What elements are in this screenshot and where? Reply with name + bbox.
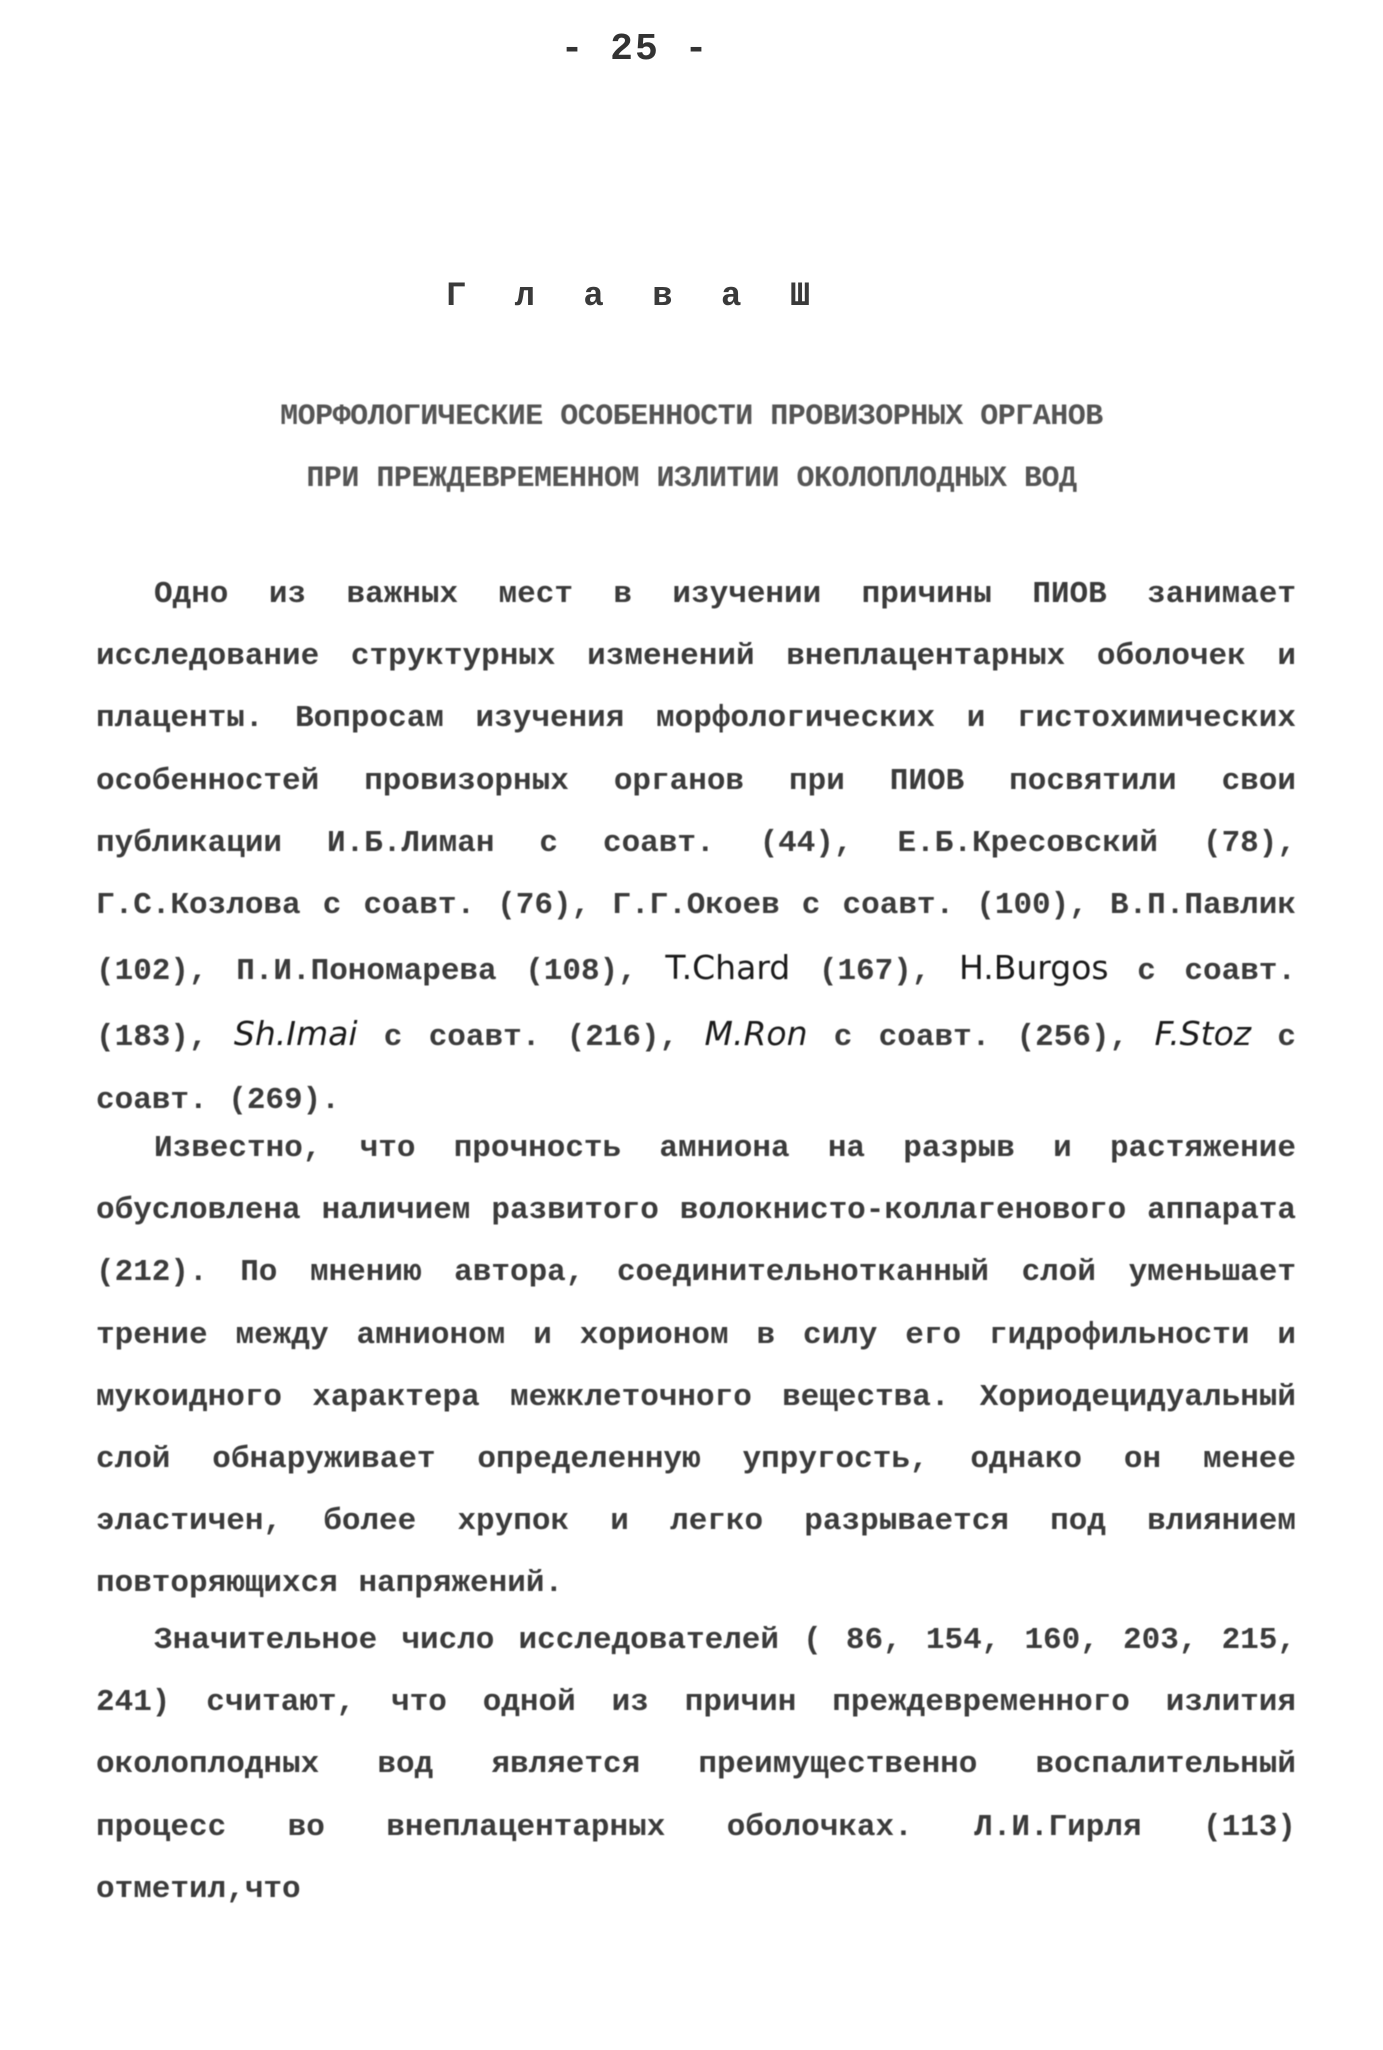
paragraph-1 [96,564,1296,1132]
page-number: - 25 - [560,28,710,71]
paragraph-3-text: Значительное число исследователей ( 86, 154, 160, 203, 215, 241) считают, что одной из причин преждевременного излития околоплодных вод является преимущественно воспалительный процесс во внеплацентарных оболочках. Л.И.Гирля (113) отметил,что [96,1623,1296,1907]
paragraph-2-text: Известно, что прочность амниона на разрыв и растяжение обусловлена наличием развитого волокнисто-коллагенового аппарата (212). По мнению автора, соединительнотканный слой уменьшает трение между амнионом и хорионом в силу его гидрофильности и мукоидного характера межклеточного вещества. Хориодецидуальный слой обнаруживает определенную упругость, однако он менее эластичен, более хрупок и легко разрывается под влиянием повторяющихся напряжений. [96,1131,1296,1602]
author-name-imai: Sh.Imai [233,1014,358,1054]
author-name-ron: M.Ron [704,1014,808,1054]
paragraph-1-ref: (167), [790,954,960,990]
paragraph-1-ref: с соавт. (269). [96,1020,1296,1118]
author-name-stoz: F.Stoz [1154,1014,1252,1054]
chapter-title-line-2: ПРИ ПРЕЖДЕВРЕМЕННОМ ИЗЛИТИИ ОКОЛОПЛОДНЫХ ВОД [306,462,1077,496]
chapter-heading: Г л а в а Ш [445,278,825,316]
paragraph-3 [96,1610,1296,1921]
paragraph-1-text: Одно из важных мест в изучении причины ПИОВ занимает исследование структурных изменений внеплацентарных оболочек и плаценты. Вопросам изучения морфологических и гистохимических особенностей провизорных органов при ПИОВ посвятили свои публикации И.Б.Лиман с соавт. (44), Е.Б.Кресовский (78), Г.С.Козлова с соавт. (76), Г.Г.Окоев с соавт. (100), В.П.Павлик (102), П.И.Пономарева (108), [96,577,1296,990]
author-name-chard: T.Chard [665,948,791,988]
paragraph-1-ref: с соавт. (256), [807,1020,1155,1056]
chapter-title-line-1: МОРФОЛОГИЧЕСКИЕ ОСОБЕННОСТИ ПРОВИЗОРНЫХ ОРГАНОВ [280,400,1103,434]
paragraph-1-ref: с соавт. (216), [357,1020,705,1056]
paragraph-2 [96,1118,1296,1616]
author-name-burgos: H.Burgos [959,948,1109,988]
paragraph-1-ref: с соавт. (183), [96,954,1297,1056]
